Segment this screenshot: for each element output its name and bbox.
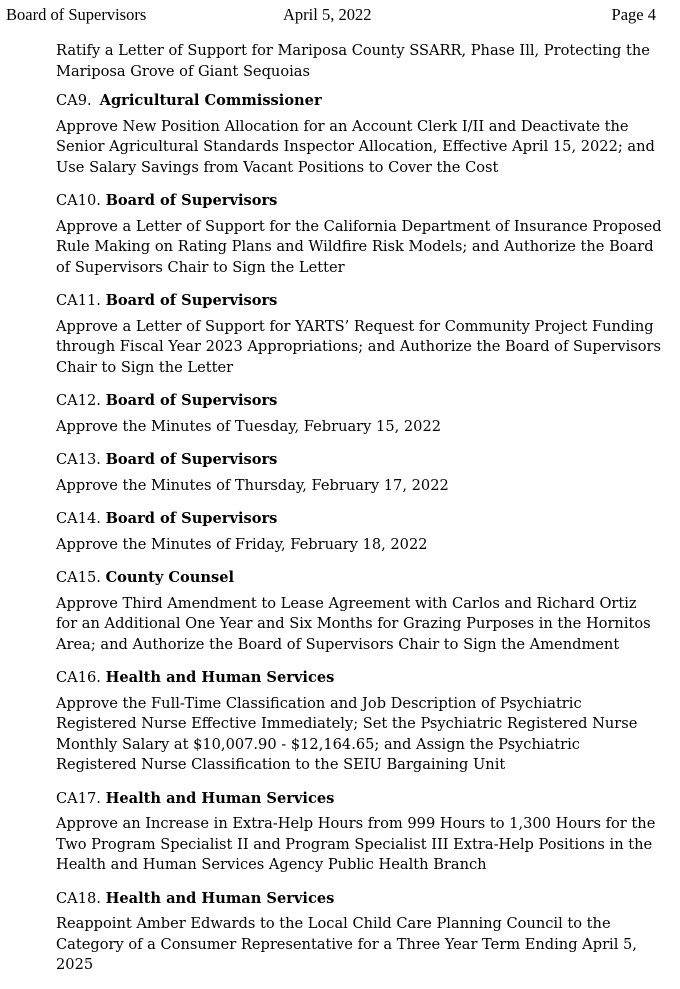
item-department: County Counsel — [105, 569, 235, 586]
agenda-item-heading — [56, 191, 662, 212]
item-number: CA13. — [56, 451, 101, 468]
agenda-item — [56, 889, 662, 976]
item-description: Approve the Minutes of Thursday, February 17, 2022 — [56, 476, 449, 494]
agenda-item — [56, 668, 662, 776]
item-department: Board of Supervisors — [105, 192, 278, 209]
agenda-item-heading — [56, 668, 662, 689]
header-date: April 5, 2022 — [283, 5, 372, 24]
page-header — [0, 5, 680, 25]
item-number: CA18. — [56, 889, 101, 907]
agenda-item — [56, 91, 662, 178]
item-number: CA14. — [56, 510, 101, 527]
item-department: Health and Human Services — [105, 789, 335, 807]
item-description: Approve the Full-Time Classification and Job Description of Psychiatric Registered Nurse Effective Immediately; Set the Psychiatric Registered Nurse Monthly Salary at $10,007.90 - $12,164.65; and Assign the Psychiatric Registered Nurse Classification to the SEIU Bargaining Unit — [56, 694, 638, 773]
item-number: CA9. — [56, 92, 92, 109]
agenda-item — [56, 391, 662, 437]
item-number: CA12. — [56, 392, 101, 409]
agenda-item-heading — [56, 568, 662, 589]
item-description: Approve an Increase in Extra-Help Hours from 999 Hours to 1,300 Hours for the Two Program Specialist II and Program Specialist III Extra-Help Positions in the Health and Human Services Agency Public Health Branch — [56, 815, 656, 873]
item-description: Reappoint Amber Edwards to the Local Child Care Planning Council to the Category of a Consumer Representative for a Three Year Term Ending April 5, 2025 — [56, 915, 637, 973]
agenda-item-heading — [56, 509, 662, 530]
agenda-item — [56, 509, 662, 555]
header-page-number: Page 4 — [611, 5, 656, 24]
agenda-content — [56, 41, 662, 989]
item-number: CA15. — [56, 569, 101, 586]
agenda-item — [56, 450, 662, 496]
agenda-item — [56, 568, 662, 655]
item-number: CA11. — [56, 292, 101, 309]
item-department: Agricultural Commissioner — [99, 92, 322, 109]
agenda-item-heading — [56, 450, 662, 471]
item-description: Approve a Letter of Support for the California Department of Insurance Proposed Rule Making on Rating Plans and Wildfire Risk Models; and Authorize the Board of Supervisors Chair to Sign the Letter — [56, 217, 662, 276]
item-department: Board of Supervisors — [105, 392, 278, 409]
item-description: Approve a Letter of Support for YARTS’ Request for Community Project Funding through Fiscal Year 2023 Appropriations; and Authorize the Board of Supervisors Chair to Sign the Letter — [56, 317, 662, 376]
item-department: Board of Supervisors — [105, 292, 278, 309]
agenda-item-heading — [56, 789, 662, 810]
item-description: Approve the Minutes of Tuesday, February 15, 2022 — [56, 417, 442, 435]
item-description: Approve New Position Allocation for an Account Clerk I/II and Deactivate the Senior Agricultural Standards Inspector Allocation, Effective April 15, 2022; and Use Salary Savings from Vacant Positions to Cover the Cost — [56, 117, 655, 176]
item-number: CA10. — [56, 192, 101, 209]
agenda-item-heading — [56, 391, 662, 412]
item-department: Board of Supervisors — [105, 510, 278, 527]
item-department: Health and Human Services — [105, 889, 335, 907]
item-department: Health and Human Services — [105, 669, 335, 686]
header-board-name: Board of Supervisors — [6, 5, 147, 24]
item-number: CA16. — [56, 669, 101, 686]
agenda-item-heading — [56, 91, 662, 112]
agenda-item-heading — [56, 291, 662, 312]
agenda-item — [56, 291, 662, 378]
agenda-item — [56, 191, 662, 278]
item-description: Approve the Minutes of Friday, February 18, 2022 — [56, 535, 428, 553]
intro-item-description: Ratify a Letter of Support for Mariposa County SSARR, Phase Ill, Protecting the Mariposa Grove of Giant Sequoias — [56, 42, 650, 80]
item-department: Board of Supervisors — [105, 451, 278, 468]
item-description: Approve Third Amendment to Lease Agreement with Carlos and Richard Ortiz for an Additional One Year and Six Months for Grazing Purposes in the Hornitos Area; and Authorize the Board of Supervisors Chair to Sign the Amendment — [56, 594, 651, 653]
agenda-item-heading — [56, 889, 662, 910]
agenda-item — [56, 789, 662, 876]
item-number: CA17. — [56, 789, 101, 807]
